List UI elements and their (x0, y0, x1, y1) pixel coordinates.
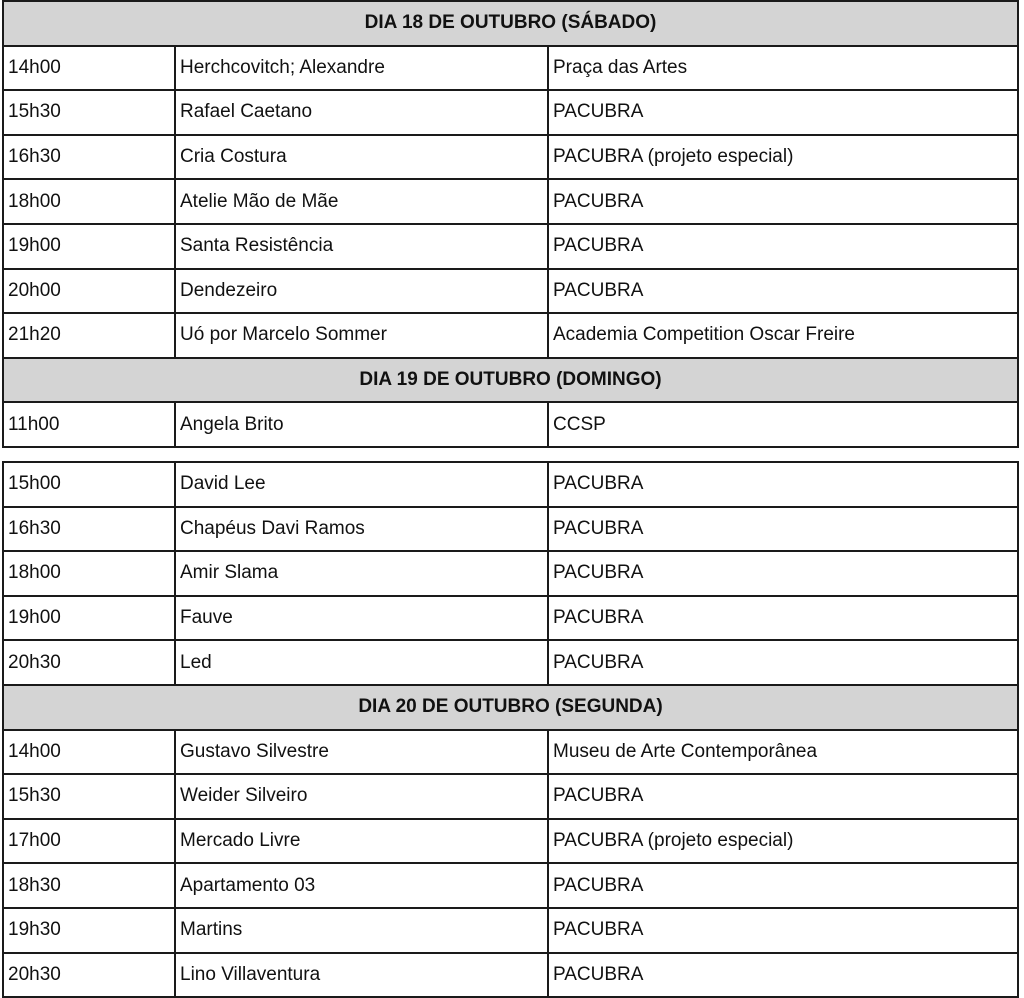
venue-cell: PACUBRA (548, 953, 1018, 998)
time-cell: 17h00 (3, 819, 175, 864)
table-row (3, 46, 1018, 91)
designer-cell: Atelie Mão de Mãe (175, 179, 548, 224)
table-row (3, 863, 1018, 908)
table-row (3, 135, 1018, 180)
table-row (3, 224, 1018, 269)
schedule-table-part-1 (2, 0, 1019, 448)
designer-cell: Amir Slama (175, 551, 548, 596)
schedule-table-part-2 (2, 461, 1019, 998)
table-row (3, 774, 1018, 819)
table-row (3, 730, 1018, 775)
day-header-row (3, 358, 1018, 403)
venue-cell: PACUBRA (548, 462, 1018, 507)
venue-cell: PACUBRA (548, 908, 1018, 953)
designer-cell: Apartamento 03 (175, 863, 548, 908)
time-cell: 18h00 (3, 551, 175, 596)
table-row (3, 640, 1018, 685)
venue-cell: PACUBRA (548, 179, 1018, 224)
time-cell: 11h00 (3, 402, 175, 447)
table-row (3, 269, 1018, 314)
designer-cell: Dendezeiro (175, 269, 548, 314)
time-cell: 20h30 (3, 640, 175, 685)
venue-cell: PACUBRA (548, 596, 1018, 641)
time-cell: 19h30 (3, 908, 175, 953)
time-cell: 20h30 (3, 953, 175, 998)
venue-cell: CCSP (548, 402, 1018, 447)
table-row (3, 179, 1018, 224)
time-cell: 16h30 (3, 507, 175, 552)
time-cell: 18h30 (3, 863, 175, 908)
table-row (3, 507, 1018, 552)
table-row (3, 596, 1018, 641)
designer-cell: Cria Costura (175, 135, 548, 180)
venue-cell: PACUBRA (projeto especial) (548, 135, 1018, 180)
day-header-row (3, 685, 1018, 730)
designer-cell: Angela Brito (175, 402, 548, 447)
table-row (3, 953, 1018, 998)
designer-cell: Weider Silveiro (175, 774, 548, 819)
designer-cell: Martins (175, 908, 548, 953)
venue-cell: Praça das Artes (548, 46, 1018, 91)
day-header: DIA 20 DE OUTUBRO (SEGUNDA) (3, 685, 1018, 730)
designer-cell: David Lee (175, 462, 548, 507)
designer-cell: Lino Villaventura (175, 953, 548, 998)
designer-cell: Santa Resistência (175, 224, 548, 269)
time-cell: 14h00 (3, 46, 175, 91)
time-cell: 18h00 (3, 179, 175, 224)
venue-cell: PACUBRA (548, 774, 1018, 819)
time-cell: 16h30 (3, 135, 175, 180)
designer-cell: Fauve (175, 596, 548, 641)
time-cell: 19h00 (3, 224, 175, 269)
table-row (3, 819, 1018, 864)
venue-cell: Academia Competition Oscar Freire (548, 313, 1018, 358)
day-header: DIA 19 DE OUTUBRO (DOMINGO) (3, 358, 1018, 403)
table-row (3, 90, 1018, 135)
designer-cell: Rafael Caetano (175, 90, 548, 135)
table-row (3, 402, 1018, 447)
venue-cell: PACUBRA (548, 551, 1018, 596)
designer-cell: Chapéus Davi Ramos (175, 507, 548, 552)
time-cell: 19h00 (3, 596, 175, 641)
day-header-row (3, 1, 1018, 46)
time-cell: 20h00 (3, 269, 175, 314)
venue-cell: PACUBRA (projeto especial) (548, 819, 1018, 864)
time-cell: 14h00 (3, 730, 175, 775)
time-cell: 21h20 (3, 313, 175, 358)
venue-cell: Museu de Arte Contemporânea (548, 730, 1018, 775)
venue-cell: PACUBRA (548, 224, 1018, 269)
table-row (3, 462, 1018, 507)
venue-cell: PACUBRA (548, 90, 1018, 135)
designer-cell: Uó por Marcelo Sommer (175, 313, 548, 358)
time-cell: 15h00 (3, 462, 175, 507)
table-row (3, 313, 1018, 358)
table-row (3, 908, 1018, 953)
venue-cell: PACUBRA (548, 640, 1018, 685)
designer-cell: Gustavo Silvestre (175, 730, 548, 775)
designer-cell: Led (175, 640, 548, 685)
time-cell: 15h30 (3, 90, 175, 135)
venue-cell: PACUBRA (548, 863, 1018, 908)
venue-cell: PACUBRA (548, 507, 1018, 552)
designer-cell: Herchcovitch; Alexandre (175, 46, 548, 91)
table-row (3, 551, 1018, 596)
day-header: DIA 18 DE OUTUBRO (SÁBADO) (3, 1, 1018, 46)
venue-cell: PACUBRA (548, 269, 1018, 314)
time-cell: 15h30 (3, 774, 175, 819)
designer-cell: Mercado Livre (175, 819, 548, 864)
